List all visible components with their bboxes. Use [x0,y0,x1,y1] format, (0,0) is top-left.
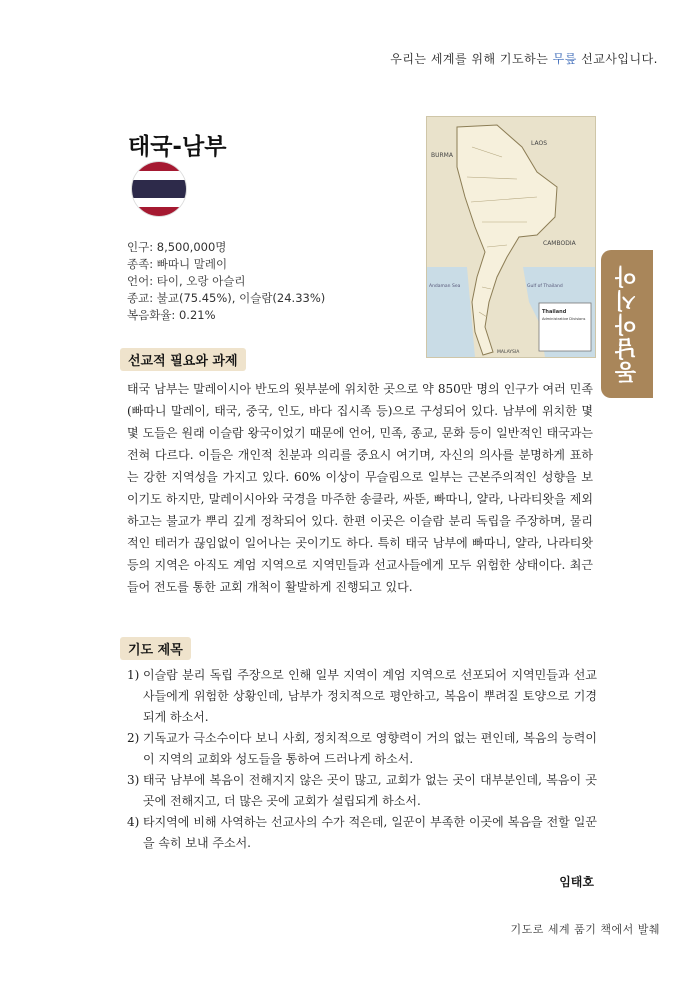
map-label-sea: Andaman Sea [429,284,461,289]
prayer-item-text: 이슬람 분리 독립 주장으로 인해 일부 지역이 계엄 지역으로 선포되어 지역민들과 선교사들에게 위험한 상황인데, 남부가 정치적으로 평안하고, 복음이 뿌려질 토양으로 기경되게 하소서. [143,668,597,724]
prayer-item [127,728,597,770]
stat-population: 인구: 8,500,000명 [127,240,227,254]
header-note-start: 우리는 세계를 위해 기도하는 [390,52,553,66]
prayer-item [127,770,597,812]
map-legend-title: Thailand [542,309,567,315]
stat-language: 언어: 타이, 오랑 아슬리 [127,274,246,288]
country-stats [127,239,325,324]
header-note [390,50,658,67]
prayer-item-number: 2) [127,731,140,745]
mission-needs-body: 태국 남부는 말레이시아 반도의 윗부분에 위치한 곳으로 약 850만 명의 인구가 여러 민족(빠따니 말레이, 태국, 중국, 인도, 바다 집시족 등)으로 구성되어 있다. 남부에 위치한 몇몇 도들은 원래 이슬람 왕국이었기 때문에 언어, 민족, 종교, 문화 등이 일반적인 태국과는 전혀 다르다. 이들은 개인적 친분과 의리를 중요시 여기며, 자신의 의사를 분명하게 표하는 강한 지역성을 가지고 있다. 60% 이상이 무슬림으로 일부는 근본주의적인 성향을 보이기도 하지만, 말레이시아와 국경을 마주한 송클라, 싸뚠, 빠따니, 얄라, 나라티왓을 제외하고는 불교가 뿌리 깊게 정착되어 있다. 한편 이곳은 이슬람 분리 독립을 주장하며, 물리적인 테러가 끊임없이 일어나는 곳이기도 하다. 특히 태국 남부에 빠따니, 얄라, 나라티왓 등의 지역은 아직도 계엄 지역으로 지역민들과 선교사들에게 모두 위험한 상태이다. 최근 들어 전도를 통한 교회 개척이 활발하게 진행되고 있다. [127,382,593,594]
map-label-laos: LAOS [531,140,548,147]
prayer-item-text: 기독교가 극소수이다 보니 사회, 정치적으로 영향력이 거의 없는 편인데, 복음의 능력이 이 지역의 교회와 성도들을 통하여 드러나게 하소서. [143,731,597,766]
thailand-map-graphic [427,117,595,357]
map-legend-subtitle: Administrative Divisions [542,317,586,321]
author-name: 임태호 [559,875,594,889]
thailand-map [426,116,596,358]
section-heading-mission-needs: 선교적 필요와 과제 [120,348,246,371]
prayer-item-number: 3) [127,773,140,787]
region-side-tab-label: 동남아시아 [614,264,640,384]
stat-religion: 종교: 불교(75.45%), 이슬람(24.33%) [127,291,326,305]
map-label-malaysia: MALAYSIA [497,350,520,355]
section-heading-prayer: 기도 제목 [120,637,191,660]
stat-people-group: 종족: 빠따니 말레이 [127,257,228,271]
map-label-gulf: Gulf of Thailand [527,284,563,289]
region-side-tab [601,250,653,398]
prayer-item-text: 타지역에 비해 사역하는 선교사의 수가 적은데, 일꾼이 부족한 이곳에 복음을 전할 일꾼을 속히 보내 주소서. [143,815,597,850]
prayer-item-number: 4) [127,815,140,829]
stat-evangelization-rate: 복음화율: 0.21% [127,308,216,322]
map-label-burma: BURMA [431,152,453,159]
prayer-item-number: 1) [127,668,140,682]
prayer-item [127,665,597,728]
header-note-end: 선교사입니다. [576,52,658,66]
page-title: 태국-남부 [128,134,227,160]
prayer-list [127,665,597,854]
prayer-item [127,812,597,854]
header-note-highlight: 무릎 [552,52,577,66]
thailand-flag-icon [132,162,186,216]
footer-note: 기도로 세계 품기 책에서 발췌 [510,923,660,936]
prayer-item-text: 태국 남부에 복음이 전해지지 않은 곳이 많고, 교회가 없는 곳이 대부분인데, 복음이 곳곳에 전해지고, 더 많은 곳에 교회가 설립되게 하소서. [143,773,597,808]
map-label-cambodia: CAMBODIA [543,240,576,247]
